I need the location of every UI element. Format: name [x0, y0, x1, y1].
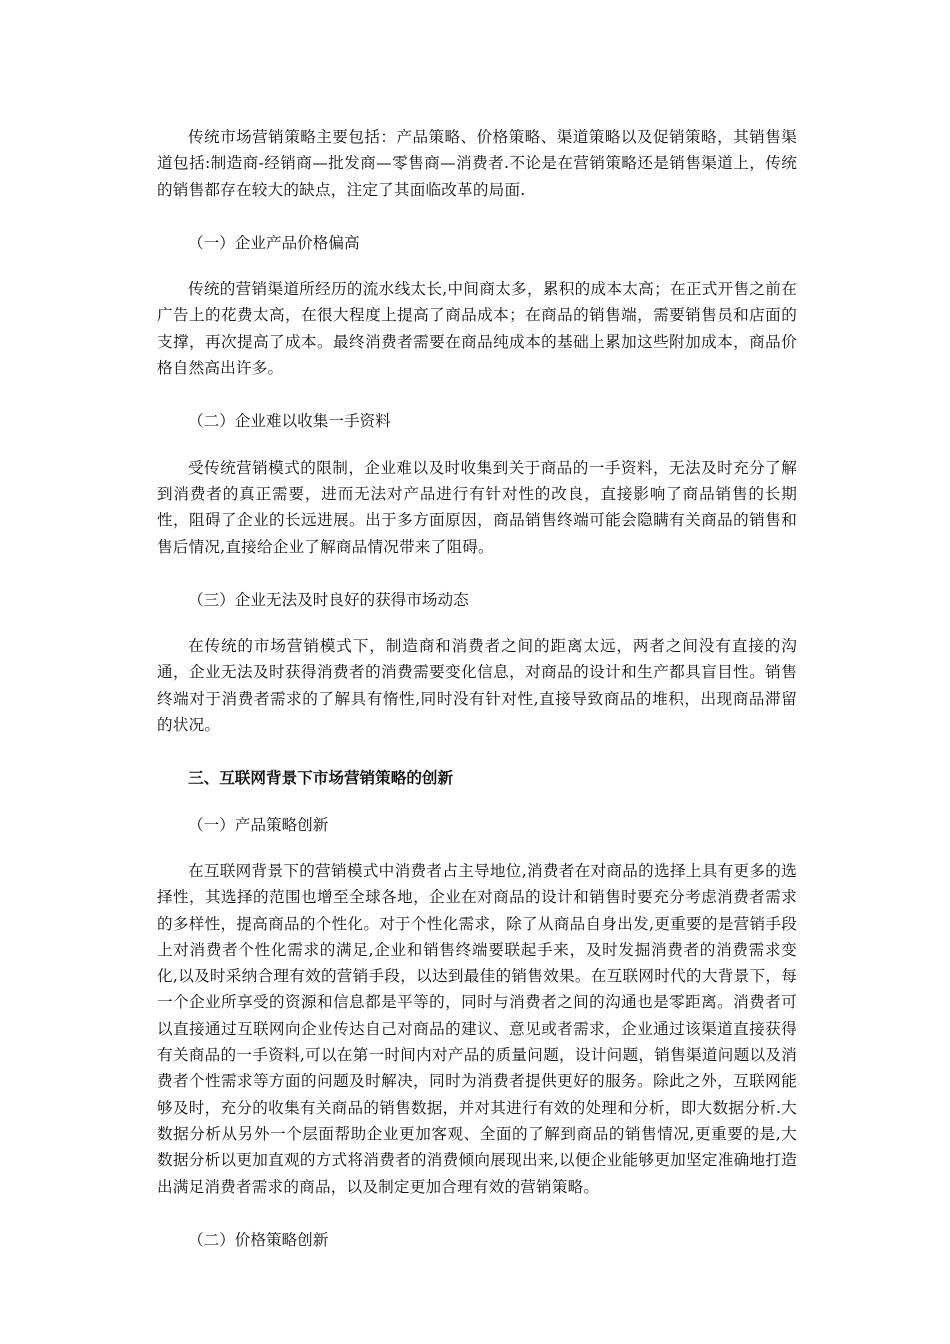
subheading-market-dynamics: （三）企业无法及时良好的获得市场动态: [188, 590, 469, 609]
paragraph-market-dynamics: 在传统的市场营销模式下，制造商和消费者之间的距离太远，两者之间没有直接的沟通，企业无法及时获得消费者的消费需要变化信息，对商品的设计和生产都具盲目性。销售终端对于消费者需求的了解具有惰性,同时没有针对性,直接导致商品的堆积，出现商品滞留的状况。: [157, 637, 797, 735]
paragraph-first-hand-data: 受传统营销模式的限制，企业难以及时收集到关于商品的一手资料，无法及时充分了解到消费者的真正需要，进而无法对产品进行有针对性的改良，直接影响了商品销售的长期性，阻碍了企业的长远进展。出于多方面原因，商品销售终端可能会隐瞒有关商品的销售和售后情况,直接给企业了解商品情况带来了阻碍。: [157, 458, 797, 556]
subheading-first-hand-data: （二）企业难以收集一手资料: [188, 412, 391, 431]
subheading-product-strategy: （一）产品策略创新: [188, 815, 329, 834]
paragraph-intro: 传统市场营销策略主要包括：产品策略、价格策略、渠道策略以及促销策略，其销售渠道包括:制造商-经销商—批发商—零售商—消费者.不论是在营销策略还是销售渠道上，传统的销售都存在较大的缺点，注定了其面临改革的局面.: [157, 128, 797, 199]
subheading-high-price: （一）企业产品价格偏高: [188, 233, 360, 252]
paragraph-product-strategy: 在互联网背景下的营销模式中消费者占主导地位,消费者在对商品的选择上具有更多的选择性，其选择的范围也增至全球各地，企业在对商品的设计和销售时要充分考虑消费者需求的多样性，提高商品的个性化。对于个性化需求，除了从商品自身出发,更重要的是营销手段上对消费者个性化需求的满足,企业和销售终端要联起手来，及时发掘消费者的消费需求变化,以及时采纳合理有效的营销手段，以达到最佳的销售效果。在互联网时代的大背景下，每一个企业所享受的资源和信息都是平等的，同时与消费者之间的沟通也是零距离。消费者可以直接通过互联网向企业传达自己对商品的建议、意见或者需求，企业通过该渠道直接获得有关商品的一手资料,可以在第一时间内对产品的质量问题，设计问题，销售渠道问题以及消费者个性需求等方面的问题及时解决，同时为消费者提供更好的服务。除此之外，互联网能够及时，充分的收集有关商品的销售数据，并对其进行有效的处理和分析，即大数据分析.大数据分析从另外一个层面帮助企业更加客观、全面的了解到商品的销售情况,更重要的是,大数据分析以更加直观的方式将消费者的消费倾向展现出来,以便企业能够更加坚定准确地打造出满足消费者需求的商品，以及制定更加合理有效的营销策略。: [157, 861, 797, 1196]
paragraph-high-price: 传统的营销渠道所经历的流水线太长,中间商太多，累积的成本太高；在正式开售之前在广告上的花费太高，在很大程度上提高了商品成本；在商品的销售端，需要销售员和店面的支撑，再次提高了成本。最终消费者需要在商品纯成本的基础上累加这些附加成本，商品价格自然高出许多。: [157, 280, 797, 378]
document-body: [157, 124, 797, 1253]
section-title: 三、互联网背景下市场营销策略的创新: [188, 768, 454, 788]
subheading-price-strategy: （二）价格策略创新: [188, 1230, 329, 1249]
